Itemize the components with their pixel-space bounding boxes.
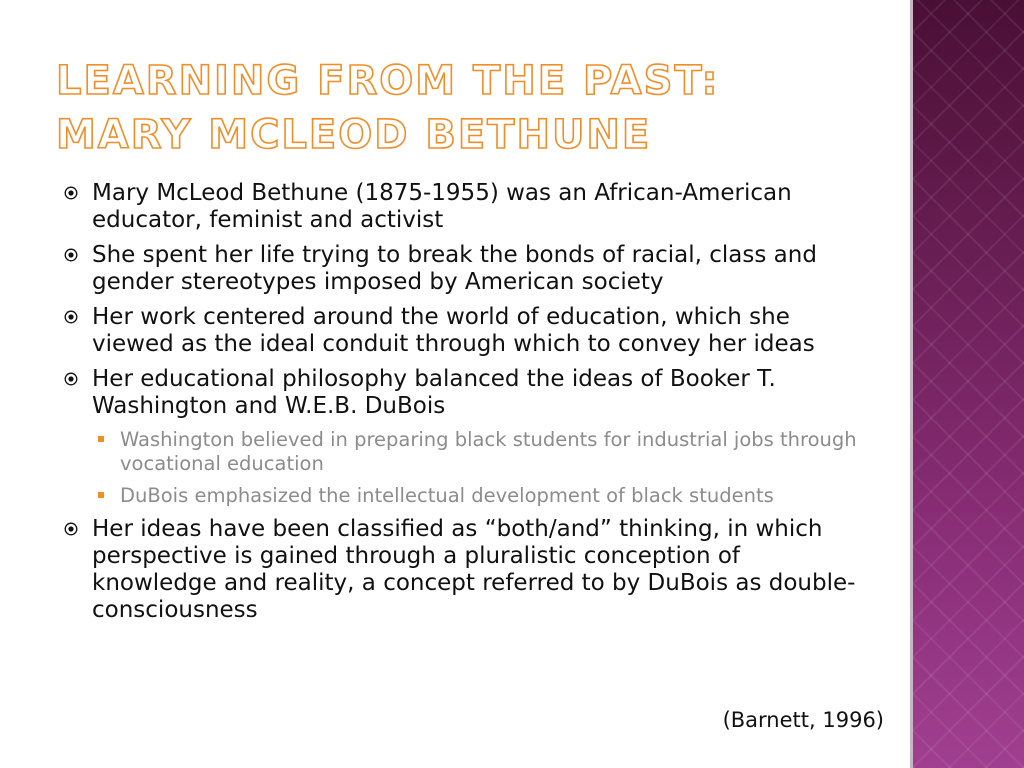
- sub-bullet-text: DuBois emphasized the intellectual development of black students: [120, 484, 774, 507]
- bullet-item: [64, 180, 864, 234]
- decorative-side-band: [912, 0, 1024, 768]
- bullet-item: [64, 366, 864, 420]
- sub-bullet-item: [64, 428, 864, 476]
- bullet-item: [64, 516, 864, 624]
- title-line-1: LEARNING FROM THE PAST:: [56, 58, 720, 104]
- orange-square-icon: [98, 492, 104, 498]
- bullet-text: Mary McLeod Bethune (1875-1955) was an African-American educator, feminist and activist: [92, 180, 792, 233]
- side-band-edge: [910, 0, 913, 768]
- circle-dot-icon: [64, 248, 78, 262]
- bullet-text: Her educational philosophy balanced the ideas of Booker T. Washington and W.E.B. DuBois: [92, 366, 776, 419]
- sub-bullet-item: [64, 484, 864, 508]
- orange-square-icon: [98, 436, 104, 442]
- slide-title: [56, 54, 720, 162]
- circle-dot-icon: [64, 522, 78, 536]
- circle-dot-icon: [64, 186, 78, 200]
- circle-dot-icon: [64, 310, 78, 324]
- bullet-text: Her ideas have been classified as “both/and” thinking, in which perspective is gained through a pluralistic conception of knowledge and reality, a concept referred to by DuBois as double-consciousness: [92, 516, 856, 623]
- circle-dot-icon: [64, 372, 78, 386]
- bullet-item: [64, 304, 864, 358]
- bullet-text: Her work centered around the world of education, which she viewed as the ideal conduit through which to convey her ideas: [92, 304, 815, 357]
- bullet-text: She spent her life trying to break the bonds of racial, class and gender stereotypes imposed by American society: [92, 242, 817, 295]
- bullet-item: [64, 242, 864, 296]
- title-line-2: MARY MCLEOD BETHUNE: [56, 112, 652, 158]
- sub-bullet-text: Washington believed in preparing black students for industrial jobs through vocational education: [120, 428, 857, 475]
- citation: (Barnett, 1996): [722, 708, 884, 732]
- bullet-list: [64, 180, 864, 632]
